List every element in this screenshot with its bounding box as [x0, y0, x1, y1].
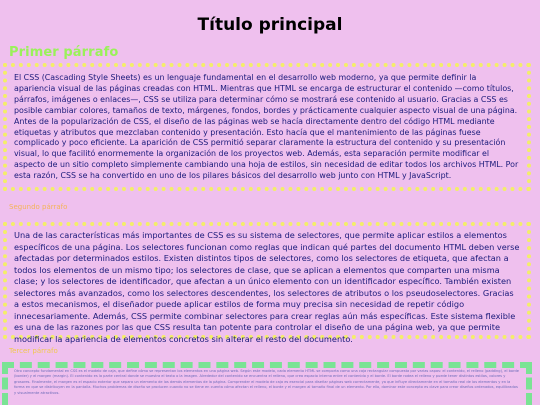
- section-heading-second: Segundo párrafo: [9, 203, 68, 211]
- section-heading-third: Tercer párrafo: [9, 347, 58, 355]
- section-box-second: [3, 222, 531, 344]
- section-paragraph-second: Una de las características más importantes de CSS es su sistema de selectores, que permite aplicar estilos a elementos específicos de una página. Los selectores funcionan como reglas que indican qué partes del documento HTML deben verse afectadas por determinados estilos. Existen distintos tipos de selectores, como los selectores de etiqueta, que afectan a todos los elementos de un mismo tipo; los selectores de clase, que se aplican a elementos que comparten una misma clase; y los selectores de identificador, que afectan a un único elemento con un identificador específico. También existen selectores más avanzados, como los selectores descendentes, los selectores de atributos o los pseudoselectores. Gracias a estos mecanismos, el diseñador puede aplicar estilos de forma muy precisa sin necesidad de repetir código innecesariamente. Además, CSS permite combinar selectores para crear reglas aún más específicas. Este sistema flexible es una de las razones por las que CSS resulta tan potente para controlar el diseño de una página web, ya que permite modificar la apariencia de elementos concretos sin alterar el resto del documento.: [14, 230, 520, 344]
- page-title: Título principal: [197, 15, 343, 35]
- section-box-first: [3, 63, 531, 191]
- section-heading-first: Primer párrafo: [9, 45, 119, 60]
- section-paragraph-third: Otro concepto fundamental en CSS es el modelo de caja, que define cómo se representan los elementos en una página web. Según este modelo, cada elemento HTML se comporta como una caja rectangular compuesta por varias capas: el contenido, el relleno (padding), el borde (border) y el margen (margin). El contenido es la parte central donde se muestra el texto o la imagen. Alrededor del contenido se encuentra el relleno, que crea espacio interno entre el contenido y el borde. El borde rodea el relleno y puede tener distintos estilos, colores y grosores. Finalmente, el margen es el espacio exterior que separa un elemento de los demás elementos de la página. Comprender el modelo de caja es esencial para diseñar páginas web correctamente, ya que influye directamente en el tamaño real de los elementos y en la forma en que se distribuyen en la pantalla. Muchos problemas de diseño se producen cuando no se tiene en cuenta cómo afectan el relleno, el borde y el margen al tamaño final de un elemento. Por ello, dominar este concepto es clave para crear diseños ordenados, equilibrados y visualmente atractivos.: [14, 369, 520, 395]
- section-box-third: [2, 362, 532, 405]
- section-paragraph-first: El CSS (Cascading Style Sheets) es un lenguaje fundamental en el desarrollo web moderno, ya que permite definir la apariencia visual de las páginas creadas con HTML. Mientras que HTML se encarga de estructurar el contenido —como títulos, párrafos, imágenes o enlaces—, CSS se utiliza para determinar cómo se mostrará ese contenido al usuario. Gracias a CSS es posible cambiar colores, tamaños de texto, márgenes, fondos, bordes y prácticamente cualquier aspecto visual de una página. Antes de la popularización de CSS, el diseño de las páginas web se hacía directamente dentro del código HTML mediante etiquetas y atributos que mezclaban contenido y presentación. Esto hacía que el mantenimiento de las páginas fuese complicado y poco eficiente. La aparición de CSS permitió separar claramente la estructura del contenido y su presentación visual, lo que facilitó enormemente la organización de los proyectos web. Además, esta separación permite modificar el aspecto de un sitio completo simplemente cambiando una hoja de estilos, sin necesidad de editar todos los archivos HTML. Por esta razón, CSS se ha convertido en uno de los pilares básicos del desarrollo web junto con HTML y JavaScript.: [14, 73, 519, 181]
